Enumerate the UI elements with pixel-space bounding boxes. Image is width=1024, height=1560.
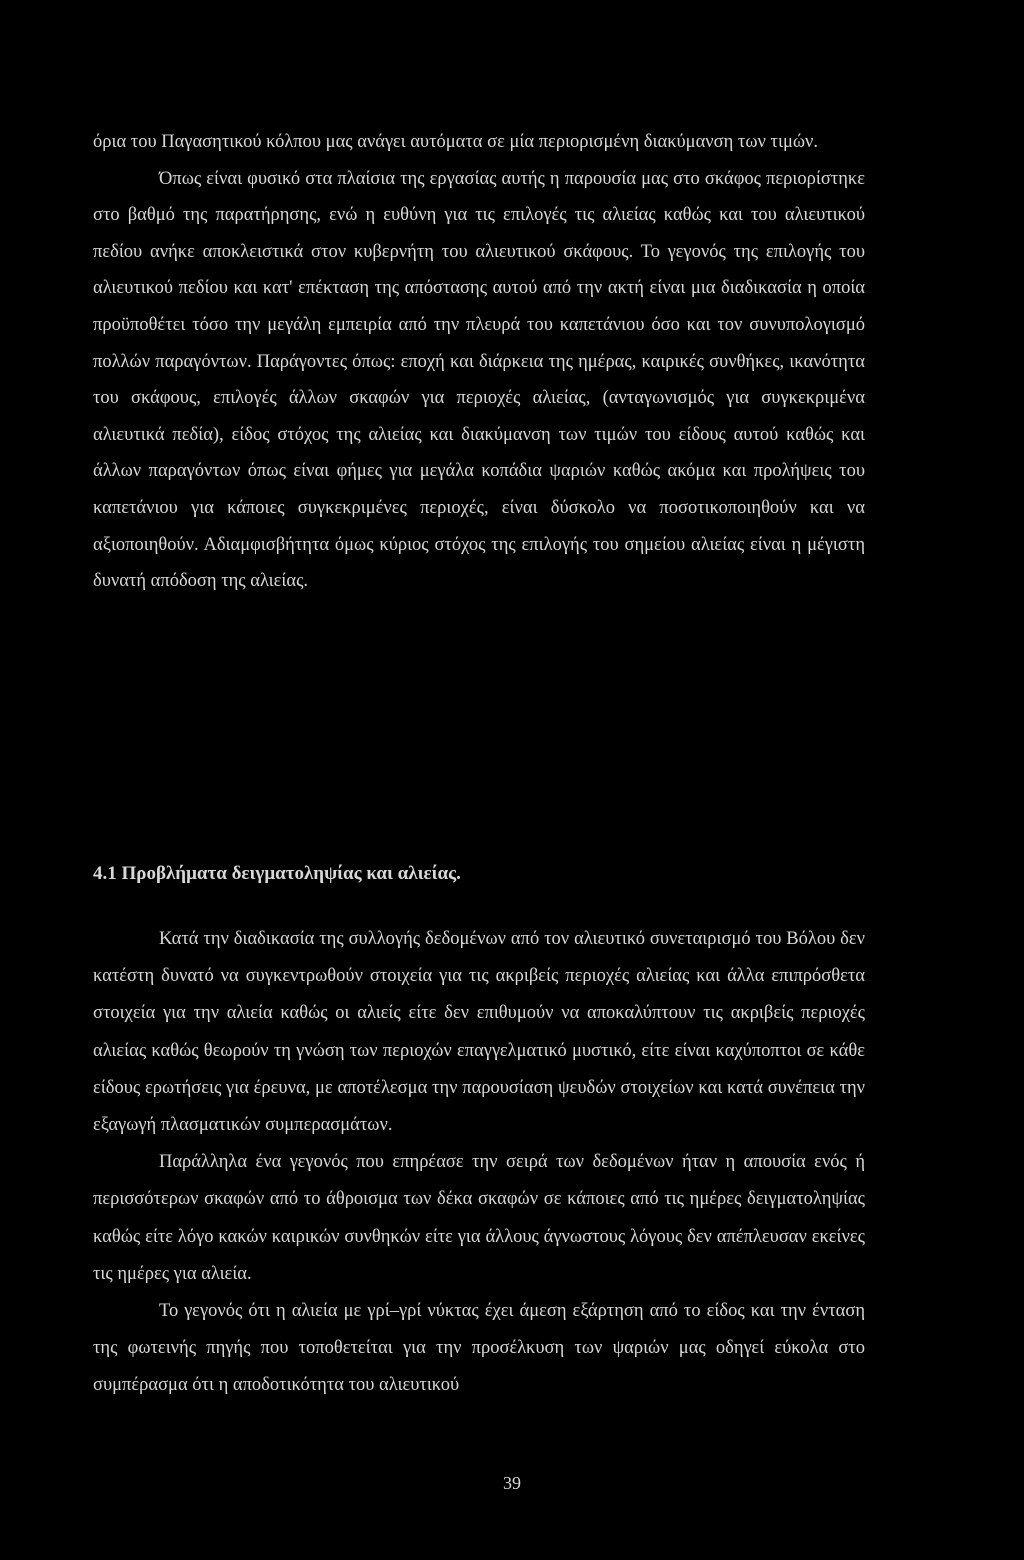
intro-text-block — [93, 124, 865, 600]
section-paragraph-1: Κατά την διαδικασία της συλλογής δεδομένων από τον αλιευτικό συνεταιρισμό του Βόλου δεν κατέστη δυνατό να συγκεντρωθούν στοιχεία για τις ακριβείς περιοχές αλιείας και άλλα επιπρόσθετα στοιχεία για την αλιεία καθώς οι αλιείς είτε δεν επιθυμούν να αποκαλύπτουν τις ακριβείς περιοχές αλιείας καθώς θεωρούν τη γνώση των περιοχών επαγγελματικό μυστικό, είτε είναι καχύποπτοι σε κάθε είδους ερωτήσεις για έρευνα, με αποτέλεσμα την παρουσίαση ψευδών στοιχείων και κατά συνέπεια την εξαγωγή πλασματικών συμπερασμάτων. — [93, 929, 865, 1136]
section-paragraph-2: Παράλληλα ένα γεγονός που επηρέασε την σειρά των δεδομένων ήταν η απουσία ενός ή περισσότερων σκαφών από το άθροισμα των δέκα σκαφών σε κάποιες από τις ημέρες δειγματοληψίας καθώς είτε λόγο κακών καιρικών συνθηκών είτε για άλλους άγνωστους λόγους δεν απέπλευσαν εκείνες τις ημέρες για αλιεία. — [93, 1152, 865, 1284]
page-number: 39 — [503, 1473, 521, 1493]
intro-paragraph-1: όρια του Παγασητικού κόλπου μας ανάγει αυτόματα σε μία περιορισμένη διακύμανση των τιμών. — [93, 132, 819, 152]
intro-paragraph-2: Όπως είναι φυσικό στα πλαίσια της εργασίας αυτής η παρουσία μας στο σκάφος περιορίστηκε στο βαθμό της παρατήρησης, ενώ η ευθύνη για τις επιλογές τις αλιείας καθώς και του αλιευτικού πεδίου ανήκε αποκλειστικά στον κυβερνήτη του αλιευτικού σκάφους. Το γεγονός της επιλογής του αλιευτικού πεδίου και κατ' επέκταση της απόστασης αυτού από την ακτή είναι μια διαδικασία η οποία προϋποθέτει τόσο την μεγάλη εμπειρία από την πλευρά του καπετάνιου όσο και τον συνυπολογισμό πολλών παραγόντων. Παράγοντες όπως: εποχή και διάρκεια της ημέρας, καιρικές συνθήκες, ικανότητα του σκάφους, επιλογές άλλων σκαφών για περιοχές αλιείας, (ανταγωνισμός για συγκεκριμένα αλιευτικά πεδία), είδος στόχος της αλιείας και διακύμανση των τιμών του είδους αυτού καθώς και άλλων παραγόντων όπως είναι φήμες για μεγάλα κοπάδια ψαριών καθώς ακόμα και προλήψεις του καπετάνιου για κάποιες συγκεκριμένες περιοχές, είναι δύσκολο να ποσοτικοποιηθούν και να αξιοποιηθούν. Αδιαμφισβήτητα όμως κύριος στόχος της επιλογής του σημείου αλιείας είναι η μέγιστη δυνατή απόδοση της αλιείας. — [93, 168, 865, 592]
section-text-block — [93, 921, 865, 1405]
section-heading: 4.1 Προβλήματα δειγματοληψίας και αλιείας. — [93, 863, 461, 884]
section-paragraph-3: Το γεγονός ότι η αλιεία με γρί–γρί νύκτας έχει άμεση εξάρτηση από το είδος και την ένταση της φωτεινής πηγής που τοποθετείται για την προσέλκυση των ψαριών μας οδηγεί εύκολα στο συμπέρασμα ότι η αποδοτικότητα του αλιευτικού — [93, 1301, 865, 1396]
